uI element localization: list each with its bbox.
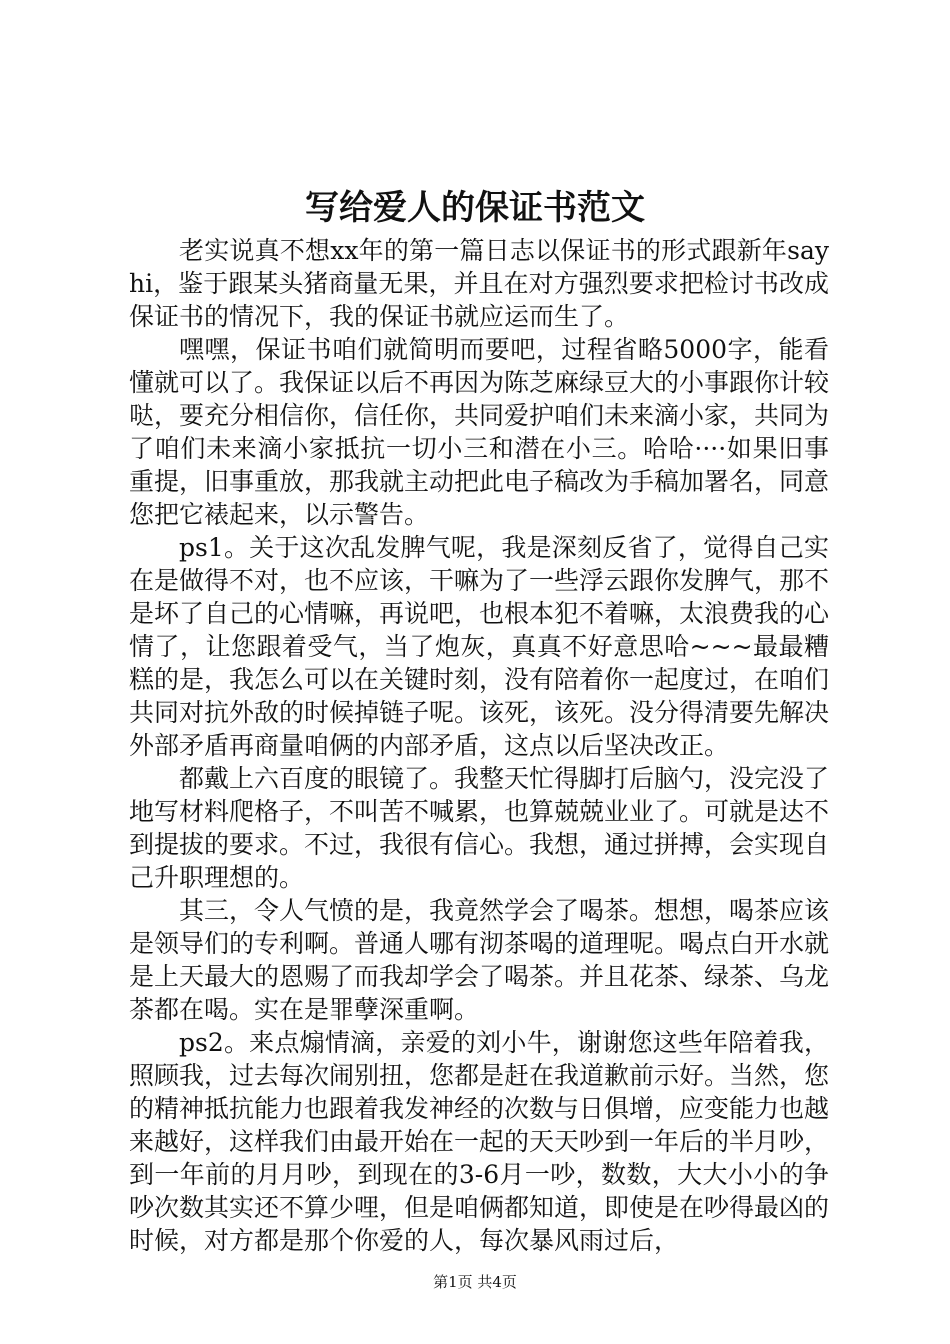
document-title: 写给爱人的保证书范文 [305,188,645,228]
paragraph-3: ps1。关于这次乱发脾气呢，我是深刻反省了，觉得自己实在是做得不对，也不应该，干嘛为了一些浮云跟你发脾气，那不是坏了自己的心情嘛，再说吧，也根本犯不着嘛，太浪费我的心情了，让您跟着受气，当了炮灰，真真不好意思哈~~~最最糟糕的是，我怎么可以在关键时刻，没有陪着你一起度过，在咱们共同对抗外敌的时候掉链子呢。该死，该死。没分得清要先解决外部矛盾再商量咱俩的内部矛盾，这点以后坚决改正。 [129,533,830,760]
paragraph-4: 都戴上六百度的眼镜了。我整天忙得脚打后脑勺，没完没了地写材料爬格子，不叫苦不喊累，也算兢兢业业了。可就是达不到提拔的要求。不过，我很有信心。我想，通过拼搏，会实现自己升职理想的。 [129,764,830,892]
paragraph-5: 其三，令人气愤的是，我竟然学会了喝茶。想想，喝茶应该是领导们的专利啊。普通人哪有沏茶喝的道理呢。喝点白开水就是上天最大的恩赐了而我却学会了喝茶。并且花茶、绿茶、乌龙茶都在喝。实在是罪孽深重啊。 [129,896,830,1024]
paragraph-1: 老实说真不想xx年的第一篇日志以保证书的形式跟新年sayhi，鉴于跟某头猪商量无果，并且在对方强烈要求把检讨书改成保证书的情况下，我的保证书就应运而生了。 [129,236,829,331]
document-body [129,234,829,1257]
paragraph-2: 嘿嘿，保证书咱们就简明而要吧，过程省略5000字，能看懂就可以了。我保证以后不再因为陈芝麻绿豆大的小事跟你计较哒，要充分相信你，信任你，共同爱护咱们未来滴小家，共同为了咱们未来滴小家抵抗一切小三和潜在小三。哈哈····如果旧事重提，旧事重放，那我就主动把此电子稿改为手稿加署名，同意您把它裱起来，以示警告。 [129,335,830,529]
paragraph-6: ps2。来点煽情滴，亲爱的刘小牛，谢谢您这些年陪着我，照顾我，过去每次闹别扭，您都是赶在我道歉前示好。当然，您的精神抵抗能力也跟着我发神经的次数与日俱增，应变能力也越来越好，这样我们由最开始在一起的天天吵到一年后的半月吵，到一年前的月月吵，到现在的3-6月一吵，数数，大大小小的争吵次数其实还不算少哩，但是咱俩都知道，即使是在吵得最凶的时候，对方都是那个你爱的人，每次暴风雨过后， [129,1028,830,1255]
page-footer: 第1页 共4页 [433,1273,517,1291]
